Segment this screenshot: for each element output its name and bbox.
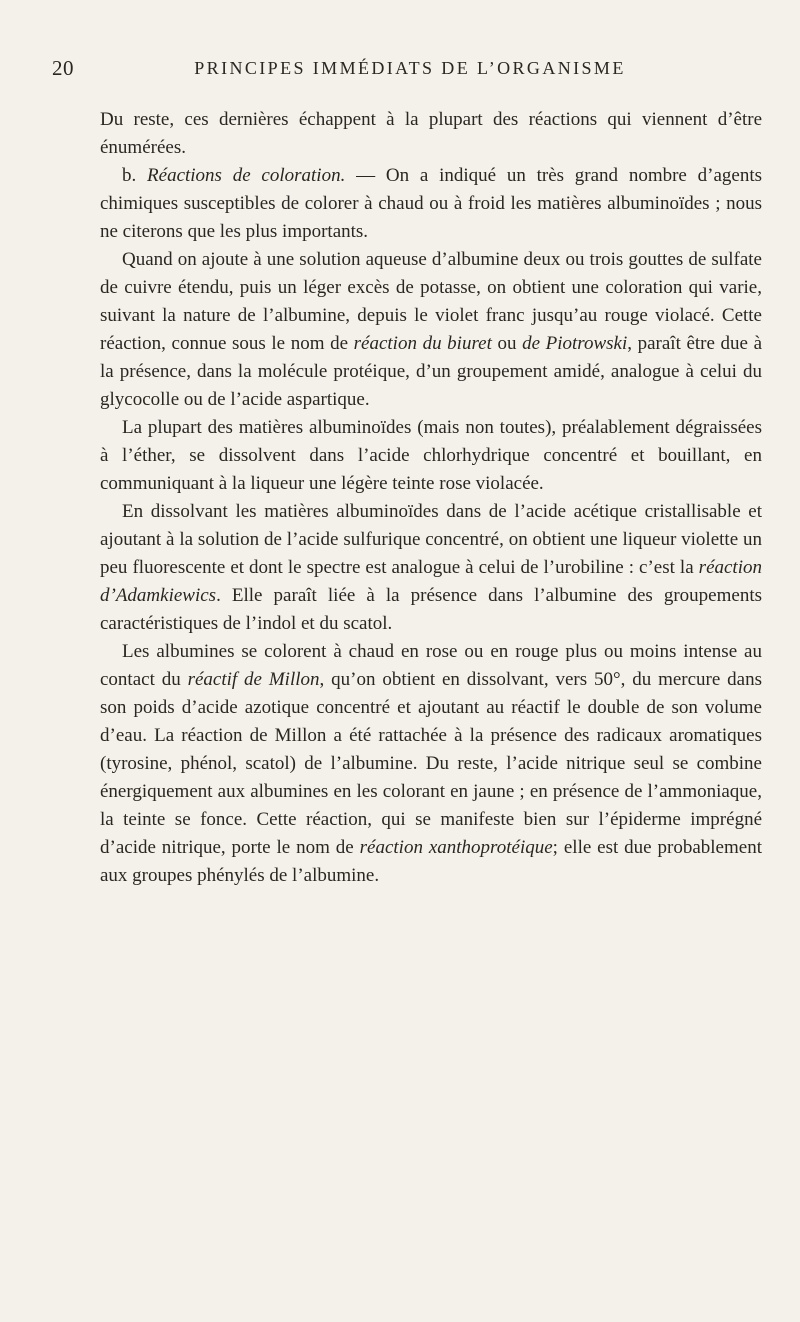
paragraph-4 [100, 414, 762, 498]
paragraph-6-text-c: ; elle est due probablement aux groupes phénylés de l’albumine. [100, 837, 762, 886]
page-number: 20 [52, 56, 74, 80]
body-text [100, 106, 762, 890]
term-adamkiewics: réaction d’Adamkiewics [100, 557, 762, 606]
term-millon: réactif de Millon [187, 669, 320, 690]
paragraph-3 [100, 246, 762, 414]
running-head [52, 56, 768, 86]
paragraph-1-text: Du reste, ces dernières échappent à la plupart des réactions qui viennent d’être énumérées. [100, 109, 762, 158]
paragraph-6-text-b: , qu’on obtient en dissolvant, vers 50°, du mercure dans son poids d’acide azotique concentré et ajoutant au réactif le double de son volume d’eau. La réaction de Millon a été rattachée à la présence des radicaux aromatiques (tyrosine, phénol, scatol) de l’albumine. Du reste, l’acide nitrique seul se combine énergiquement aux albumines en les colorant en jaune ; en présence de l’ammoniaque, la teinte se fonce. Cette réaction, qui se manifeste bien sur l’épiderme imprégné d’acide nitrique, porte le nom de [100, 669, 762, 858]
running-title: PRINCIPES IMMÉDIATS DE L’ORGANISME [194, 58, 626, 78]
paragraph-2-text: — On a indiqué un très grand nombre d’agents chimiques susceptibles de colorer à chaud ou à froid les matières albuminoïdes ; nous ne citerons que les plus importants. [100, 165, 763, 242]
paragraph-4-text: La plupart des matières albuminoïdes (mais non toutes), préalablement dégraissées à l’éther, se dissolvent dans l’acide chlorhydrique concentré et bouillant, en communiquant à la liqueur une légère teinte rose violacée. [100, 417, 762, 494]
paragraph-5 [100, 498, 762, 638]
paragraph-3-text-b: ou [491, 333, 523, 354]
term-piotrowski: de Piotrowski [522, 333, 628, 354]
term-biuret: réaction du biuret [353, 333, 492, 354]
paragraph-1 [100, 106, 762, 162]
paragraph-3-text-a: Quand on ajoute à une solution aqueuse d’albumine deux ou trois gouttes de sulfate de cuivre étendu, puis un léger excès de potasse, on obtient une coloration qui varie, suivant la nature de l’albumine, depuis le violet franc jusqu’au rouge violacé. Cette réaction, connue sous le nom de [100, 249, 762, 354]
paragraph-6-text-a: Les albumines se colorent à chaud en rose ou en rouge plus ou moins intense au contact du [100, 641, 762, 690]
paragraph-5-text-b: . Elle paraît liée à la présence dans l’albumine des groupements caractéristiques de l’indol et du scatol. [100, 585, 762, 634]
term-xanthoproteique: réaction xanthoprotéique [359, 837, 553, 858]
section-letter: b. [122, 165, 148, 186]
paragraph-6 [100, 638, 762, 890]
paragraph-5-text-a: En dissolvant les matières albuminoïdes dans de l’acide acétique cristallisable et ajoutant à la solution de l’acide sulfurique concentré, on obtient une liqueur violette un peu fluorescente et dont le spectre est analogue à celui de l’urobiline : c’est la [100, 501, 762, 578]
section-heading: Réactions de coloration. [147, 165, 346, 186]
paragraph-2 [100, 162, 762, 246]
paragraph-3-text-c: , paraît être due à la présence, dans la molécule protéique, d’un groupement amidé, analogue à celui du glycocolle ou de l’acide aspartique. [100, 333, 763, 410]
